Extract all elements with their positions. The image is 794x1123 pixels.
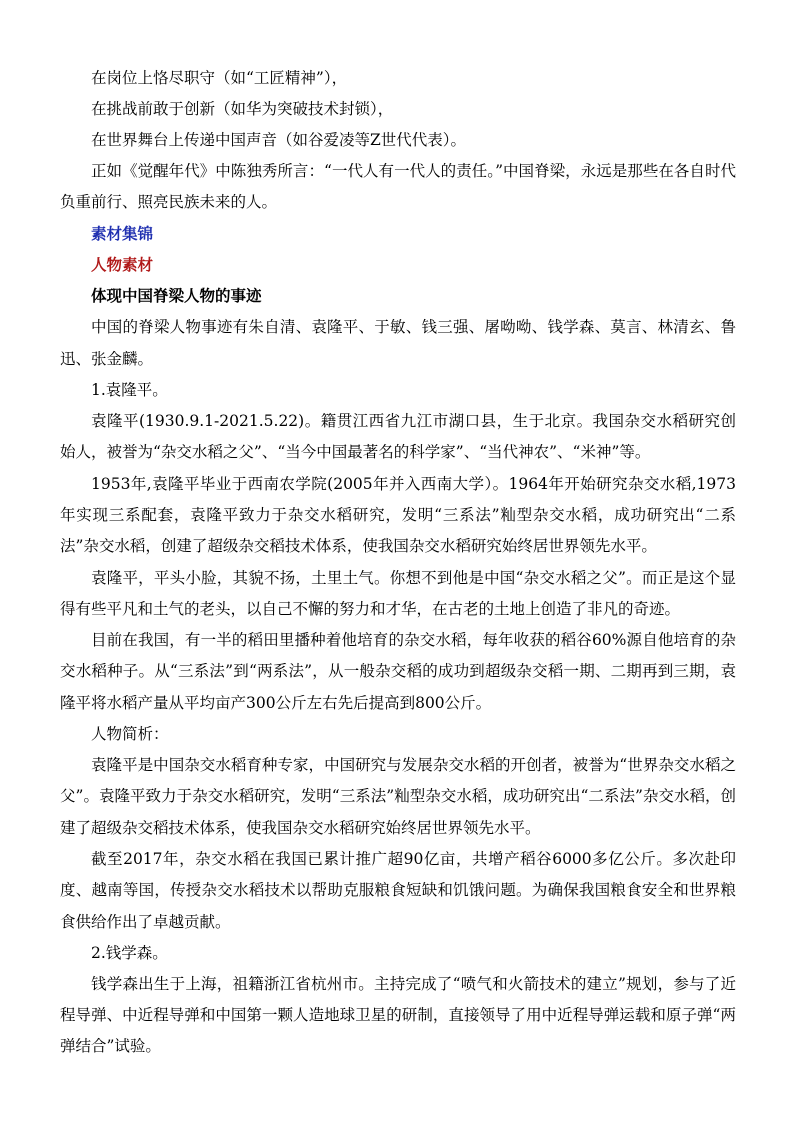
intro-line: 在岗位上恪尽职守（如“工匠精神”），	[91, 69, 348, 87]
person-paragraph: 袁隆平(1930.9.1-2021.5.22)。籍贯江西省九江市湖口县，生于北京。我国杂交水稻研究创始人，被誉为“杂交水稻之父”、“当今中国最著名的科学家”、“当代神农”、“米神”等。	[60, 412, 736, 462]
intro-line: 在世界舞台上传递中国声音（如谷爱凌等Z世代代表）。	[91, 131, 467, 149]
intro-line: 在挑战前敢于创新（如华为突破技术封锁），	[91, 100, 394, 118]
person-paragraph: 1953年,袁隆平毕业于西南农学院(2005年并入西南大学）。1964年开始研究杂交水稻,1973年实现三系配套，袁隆平致力于杂交水稻研究，发明“三系法”籼型杂交水稻，成功研究出“二系法”杂交水稻，创建了超级杂交稻技术体系，使我国杂交水稻研究始终居世界领先水平。	[60, 474, 736, 556]
person-paragraph: 目前在我国，有一半的稻田里播种着他培育的杂交水稻，每年收获的稻谷60%源自他培育的杂交水稻种子。从“三系法”到“两系法”，从一般杂交稻的成功到超级杂交稻一期、二期再到三期，袁隆平将水稻产量从平均亩产300公斤左右先后提高到800公斤。	[60, 631, 736, 712]
person-paragraph: 袁隆平，平头小脸，其貌不扬，土里土气。你想不到他是中国“杂交水稻之父”。而正是这个显得有些平凡和土气的老头，以自己不懈的努力和才华，在古老的土地上创造了非凡的奇迹。	[60, 568, 736, 618]
topic-heading: 体现中国脊梁人物的事迹	[91, 287, 262, 306]
analysis-paragraph: 袁隆平是中国杂交水稻育种专家，中国研究与发展杂交水稻的开创者，被誉为“世界杂交水稻之父”。袁隆平致力于杂交水稻研究，发明“三系法”籼型杂交水稻，成功研究出“二系法”杂交水稻，创建了超级杂交稻技术体系，使我国杂交水稻研究始终居世界领先水平。	[60, 756, 736, 837]
analysis-paragraph: 截至2017年，杂交水稻在我国已累计推广超90亿亩，共增产稻谷6000多亿公斤。多次赴印度、越南等国，传授杂交水稻技术以帮助克服粮食短缺和饥饿问题。为确保我国粮食安全和世界粮食供给作出了卓越贡献。	[60, 849, 736, 931]
person-paragraph: 钱学森出生于上海，祖籍浙江省杭州市。主持完成了“喷气和火箭技术的建立”规划，参与了近程导弹、中近程导弹和中国第一颗人造地球卫星的研制，直接领导了用中近程导弹运载和原子弹“两弹结合”试验。	[60, 974, 736, 1056]
category-heading: 人物素材	[91, 255, 154, 274]
analysis-label: 人物简析：	[91, 725, 169, 744]
section-heading: 素材集锦	[91, 224, 154, 243]
intro-quote: 正如《觉醒年代》中陈独秀所言：“一代人有一代人的责任。”中国脊梁，永远是那些在各自时代负重前行、照亮民族未来的人。	[60, 162, 736, 212]
list-intro: 中国的脊梁人物事迹有朱自清、袁隆平、于敏、钱三强、屠呦呦、钱学森、莫言、林清玄、鲁迅、张金麟。	[60, 318, 736, 368]
person-title: 2.钱学森。	[91, 943, 168, 962]
person-title: 1.袁隆平。	[91, 381, 168, 400]
document-body	[60, 63, 736, 1063]
